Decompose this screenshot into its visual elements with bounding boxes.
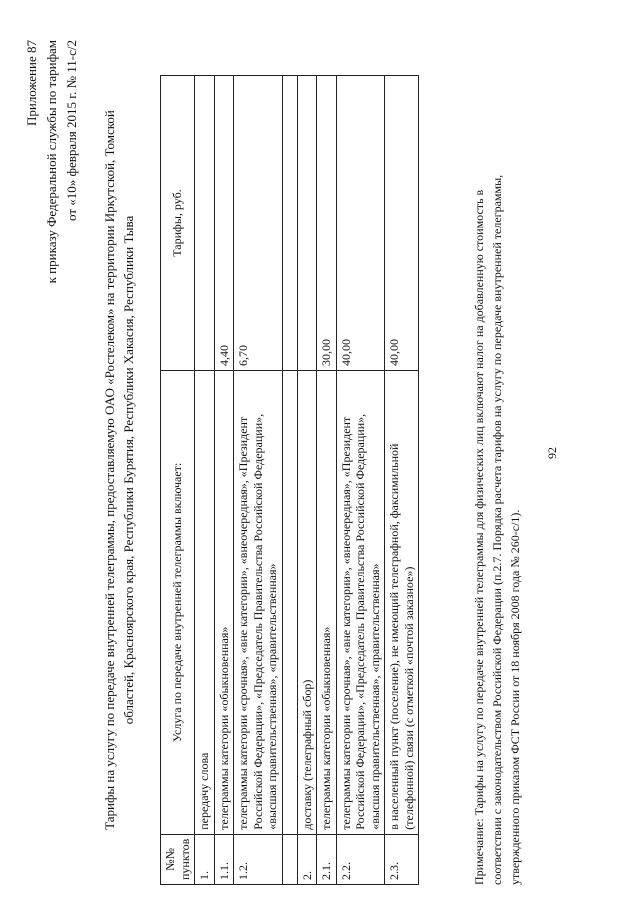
footnote-line-3: утвержденного приказом ФСТ России от 18 ноября 2008 года № 260-с/1). [508,509,522,885]
table-row [297,76,317,885]
footnote-line-1: Примечание: Тарифы на услугу по передаче внутренней телеграммы для физических лиц включают налог на добавленную стоимость в [472,189,486,885]
item-price [195,76,215,371]
item-service: телеграммы категории «обыкновенная» [214,371,234,835]
item-price: 30,00 [317,76,337,371]
item-number: 2. [297,834,317,884]
footnote-line-2: соответствии с законодательством Российской Федерации (п.2.7. Порядка расчета тарифов на услугу по передаче внутренней телеграммы, [490,174,504,885]
item-price: 4,40 [214,76,234,371]
table-header-row [161,76,195,885]
item-number: 1.2. [234,834,283,884]
table-row-spacer [282,76,297,885]
item-number [282,834,297,884]
item-service: телеграммы категории «обыкновенная» [317,371,337,835]
table-row [317,76,337,885]
footnote [470,75,524,885]
item-number: 1. [195,834,215,884]
header-item-number: №№ пунктов [161,834,195,884]
item-price: 40,00 [336,76,385,371]
item-service [282,371,297,835]
item-service: в населенный пункт (поселение), не имеющий телеграфной, факсимильной (телефонной) связи (с отметкой «почтой заказное») [385,371,419,835]
item-number: 2.3. [385,834,419,884]
item-number: 2.2. [336,834,385,884]
appendix-order-date: от «10» февраля 2015 г. № 11-с/2 [64,40,79,221]
item-service: доставку (телеграфный сбор) [297,371,317,835]
tariffs-table [160,75,419,885]
item-price [282,76,297,371]
header-service: Услуга по передаче внутренней телеграммы включает: [161,371,195,835]
item-service: передачу слова [195,371,215,835]
table-row [385,76,419,885]
item-service: телеграммы категории «срочная», «вне категории», «внеочередная», «Президент Российской Федерации», «Председатель Правительства Российской Федерации», «высшая правительственная», «правительственная» [234,371,283,835]
table-row [234,76,283,885]
item-service: телеграммы категории «срочная», «вне категории», «внеочередная», «Президент Российской Федерации», «Председатель Правительства Российской Федерации», «высшая правительственная», «правительственная» [336,371,385,835]
item-price [297,76,317,371]
table-row [336,76,385,885]
table-row [214,76,234,885]
item-price: 6,70 [234,76,283,371]
document-title [100,65,138,875]
item-number: 2.1. [317,834,337,884]
table-row [195,76,215,885]
appendix-order-ref: к приказу Федеральной службы по тарифам [44,40,59,284]
item-price: 40,00 [385,76,419,371]
header-price: Тарифы, руб. [161,76,195,371]
title-line-2: областей, Красноярского края, Республики Бурятия, Республики Хакасия, Республики Тыва [121,215,136,725]
item-number: 1.1. [214,834,234,884]
title-line-1: Тарифы на услугу по передаче внутренней телеграммы, предоставляемую ОАО «Ростелеком» на территории Иркутской, Томской [102,110,117,830]
appendix-header [22,40,82,370]
appendix-number: Приложение 87 [24,40,39,127]
page-number: 92 [545,447,559,459]
